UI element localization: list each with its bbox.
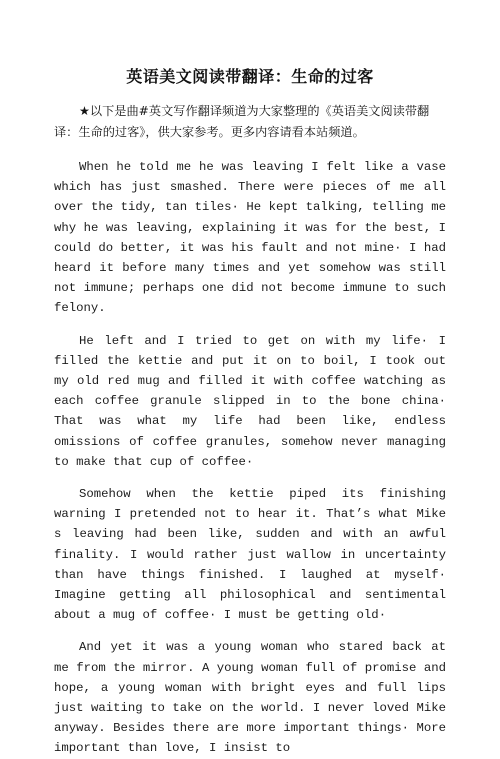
body-paragraph-4: And yet it was a young woman who stared back at me from the mirror. A young woman full of promise and hope, a young woman with bright eyes and full lips just waiting to take on the world. I never loved Mike anyway. Besides there are more important things· More important than love, I insist to — [54, 640, 446, 756]
body-paragraph-2: He left and I tried to get on with my life· I filled the kettie and put it on to boil, I took out my old red mug and filled it with coffee watching as each coffee granule slipped in to the bone china· That was what my life had been like, endless omissions of coffee granules, somehow never managing to make that cup of coffee· — [54, 333, 446, 469]
body-paragraph-3: Somehow when the kettie piped its finishing warning I pretended not to hear it. That’s what Mike s leaving had been like, sudden and with an awful finality. I would rather just wallow in uncertainty than have things finished. I laughed at myself· Imagine getting all philosophical and sentimental about a mug of coffee· I must be getting old· — [54, 487, 446, 623]
intro-paragraph: ★以下是曲#英文写作翻译频道为大家整理的《英语美文阅读带翻译：生命的过客》，供大家参考。更多内容请看本站频道。 — [54, 104, 430, 139]
body-paragraph-1: When he told me he was leaving I felt like a vase which has just smashed. There were pieces of me all over the tidy, tan tiles· He kept talking, telling me why he was leaving, explaining it was for the best, I could do better, it was his fault and not mine· I had heard it before many times and yet somehow was still not immune; perhaps one did not become immune to such felony. — [54, 160, 446, 316]
page-title: 英语美文阅读带翻译：生命的过客 — [126, 67, 374, 86]
